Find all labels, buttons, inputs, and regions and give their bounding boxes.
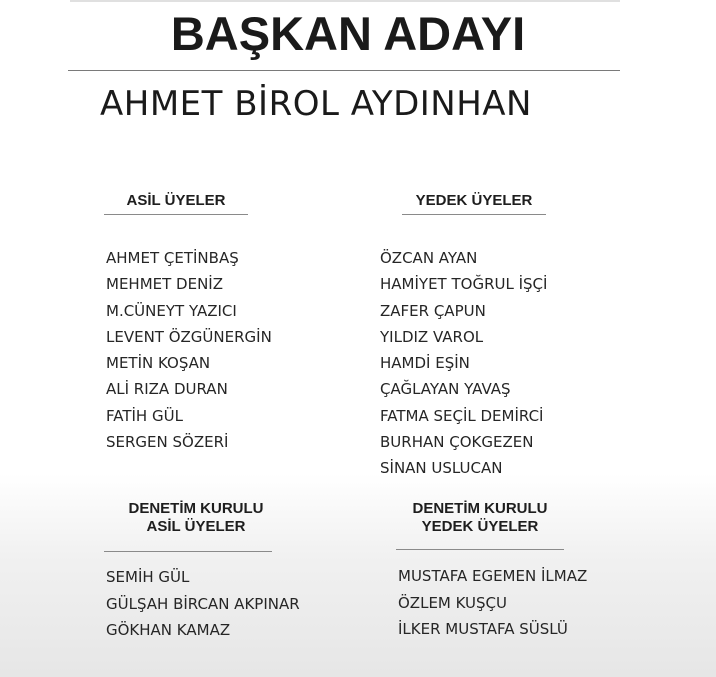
asil-heading: ASİL ÜYELER [126, 192, 226, 209]
top-edge-line [70, 0, 620, 2]
list-item: BURHAN ÇOKGEZEN [380, 433, 534, 452]
list-item: MEHMET DENİZ [106, 275, 223, 294]
list-item: ALİ RIZA DURAN [106, 380, 228, 399]
yedek-member-list [380, 245, 547, 482]
list-item: İLKER MUSTAFA SÜSLÜ [398, 620, 568, 638]
list-item: ÖZLEM KUŞÇU [398, 593, 508, 612]
list-item: GÖKHAN KAMAZ [106, 621, 231, 639]
list-item: FATİH GÜL [106, 406, 183, 425]
list-item: MUSTAFA EGEMEN İLMAZ [398, 567, 588, 585]
list-item: ÖZCAN AYAN [380, 249, 478, 267]
list-item: LEVENT ÖZGÜNERGİN [106, 327, 272, 346]
denetim-yedek-heading-line1: DENETİM KURULU [412, 500, 548, 517]
candidate-name: AHMET BİROL AYDINHAN [100, 84, 532, 124]
list-item: METİN KOŞAN [106, 354, 211, 373]
yedek-heading: YEDEK ÜYELER [415, 192, 533, 209]
list-item: YILDIZ VAROL [380, 327, 484, 346]
denetim-yedek-heading [390, 500, 570, 536]
denetim-yedek-underline [396, 549, 564, 550]
list-item: SEMİH GÜL [106, 568, 190, 586]
list-item: SİNAN USLUCAN [380, 459, 503, 478]
title-divider [68, 70, 620, 71]
asil-heading-underline [104, 214, 248, 215]
list-item: AHMET ÇETİNBAŞ [106, 249, 239, 267]
list-item: FATMA SEÇİL DEMİRCİ [380, 406, 544, 425]
list-item: HAMİYET TOĞRUL İŞÇİ [380, 275, 548, 294]
denetim-asil-heading-line2: ASİL ÜYELER [146, 518, 246, 535]
yedek-heading-underline [402, 214, 546, 215]
list-item: GÜLŞAH BİRCAN AKPINAR [106, 594, 300, 613]
list-item: M.CÜNEYT YAZICI [106, 301, 237, 320]
denetim-asil-heading-line1: DENETİM KURULU [128, 500, 264, 517]
list-item: ZAFER ÇAPUN [380, 301, 486, 320]
list-item: ÇAĞLAYAN YAVAŞ [380, 380, 511, 399]
page-title: BAŞKAN ADAYI [170, 7, 526, 60]
denetim-yedek-member-list [398, 563, 587, 643]
denetim-asil-underline [104, 551, 272, 552]
denetim-yedek-heading-line2: YEDEK ÜYELER [421, 518, 539, 535]
list-item: SERGEN SÖZERİ [106, 433, 229, 452]
asil-member-list [106, 245, 272, 455]
list-item: HAMDİ EŞİN [380, 354, 470, 373]
denetim-asil-heading [104, 500, 288, 536]
denetim-asil-member-list [106, 564, 300, 644]
